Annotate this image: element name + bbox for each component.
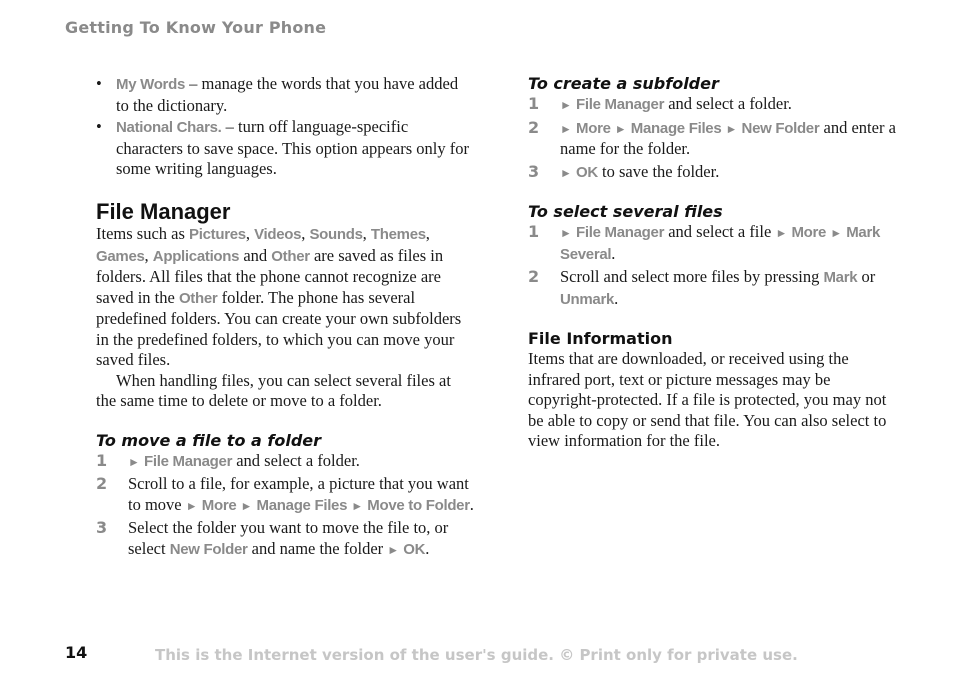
menu-term: Applications <box>152 247 240 265</box>
page-header: Getting To Know Your Phone <box>65 18 327 37</box>
menu-term: New Folder <box>169 540 248 558</box>
menu-term: File Manager <box>576 224 665 241</box>
list-item-text: – manage the words that you have added to the dictionary. <box>116 74 459 115</box>
arrow-icon: ► <box>775 226 788 240</box>
step-item: 1 ► File Manager and select a folder. <box>96 450 360 470</box>
step-number: 3 <box>528 161 540 181</box>
subsection-heading: To create a subfolder <box>528 74 719 93</box>
step-item: 3 ► OK to save the folder. <box>528 161 720 181</box>
arrow-icon: ► <box>560 226 572 240</box>
paragraph: Items that are downloaded, or received using the infrared port, text or picture messages may be copyright-protected. If a file is protected, you may not be able to copy or send that file. You can also select to view information for the file. <box>528 349 887 450</box>
arrow-icon: ► <box>351 498 364 513</box>
menu-term: More <box>576 119 611 137</box>
step-number: 1 <box>528 222 540 241</box>
steps-list <box>528 222 900 310</box>
arrow-icon: ► <box>614 121 627 136</box>
menu-term: Mark Several <box>560 224 881 263</box>
arrow-icon: ► <box>387 542 400 557</box>
menu-term: File Manager <box>144 452 233 470</box>
arrow-icon: ► <box>830 226 843 240</box>
bullet-icon: • <box>96 74 102 93</box>
step-item: 1 ► File Manager and select a file ► More ► Mark Several. <box>528 222 881 263</box>
arrow-icon: ► <box>185 498 198 513</box>
menu-term: Sounds <box>309 226 363 243</box>
step-item: 2 ► More ► Manage Files ► New Folder and enter a name for the folder. <box>528 117 896 158</box>
menu-term: Mark <box>823 269 858 286</box>
step-number: 3 <box>96 518 108 537</box>
step-number: 2 <box>96 474 108 493</box>
step-number: 2 <box>528 267 540 286</box>
arrow-icon: ► <box>128 454 140 469</box>
menu-term: More <box>791 224 827 241</box>
bullet-list <box>96 74 474 180</box>
page-number: 14 <box>65 643 88 662</box>
steps-list <box>528 94 900 183</box>
menu-term: New Folder <box>741 119 820 137</box>
menu-term: Videos <box>254 226 302 243</box>
list-item <box>96 74 474 116</box>
menu-term: Pictures <box>189 226 246 243</box>
menu-term: Other <box>178 289 218 307</box>
left-column <box>96 74 474 562</box>
subsection-heading: To move a file to a folder <box>96 430 322 450</box>
footer-note: This is the Internet version of the user's guide. © Print only for private use. <box>155 646 798 664</box>
arrow-icon: ► <box>725 121 738 136</box>
menu-term: Themes <box>370 226 426 243</box>
menu-term: Other <box>271 247 310 265</box>
step-number: 2 <box>528 117 540 137</box>
list-item <box>96 117 474 180</box>
step-item: 1 ► File Manager and select a folder. <box>528 94 792 113</box>
step-item: 3 Select the folder you want to move the file to, or select New Folder and name the folder ► OK. <box>96 518 449 558</box>
paragraph: Items such as Pictures, Videos, Sounds, Themes, Games, Applications and Other are saved as files in folders. All files that the phone cannot recognize are saved in the Other folder. The phone has several predefined folders. You can create your own subfolders in the predefined folders, to which you can move your saved files. <box>96 224 462 369</box>
menu-term: Manage Files <box>630 119 722 137</box>
arrow-icon: ► <box>560 165 572 180</box>
menu-term: National Chars. <box>116 119 222 136</box>
subsection-heading: To select several files <box>528 202 723 221</box>
menu-term: OK <box>576 163 598 181</box>
menu-term: OK <box>403 540 426 558</box>
paragraph: When handling files, you can select several files at the same time to delete or move to a folder. <box>96 370 451 410</box>
step-item: 2 Scroll to a file, for example, a picture that you want to move ► More ► Manage Files ► Move to Folder. <box>96 474 474 514</box>
arrow-icon: ► <box>560 121 572 136</box>
menu-term: Games <box>96 247 145 265</box>
bullet-icon: • <box>96 117 102 136</box>
menu-term: Unmark <box>560 290 615 308</box>
list-item-text: – turn off language-specific characters to save space. This option appears only for some writing languages. <box>116 117 469 178</box>
menu-term: My Words <box>116 76 185 93</box>
menu-term: File Manager <box>576 96 665 113</box>
step-number: 1 <box>528 94 540 113</box>
step-item: 2 Scroll and select more files by pressing Mark or Unmark. <box>528 267 876 308</box>
arrow-icon: ► <box>560 98 572 112</box>
right-column <box>528 74 900 452</box>
arrow-icon: ► <box>240 498 253 513</box>
menu-term: Move to Folder <box>367 496 470 514</box>
step-number: 1 <box>96 450 108 470</box>
menu-term: More <box>201 496 237 514</box>
section-heading: File Manager <box>96 198 231 224</box>
subsection-heading: File Information <box>528 329 673 348</box>
menu-term: Manage Files <box>256 496 348 514</box>
steps-list <box>96 451 474 561</box>
